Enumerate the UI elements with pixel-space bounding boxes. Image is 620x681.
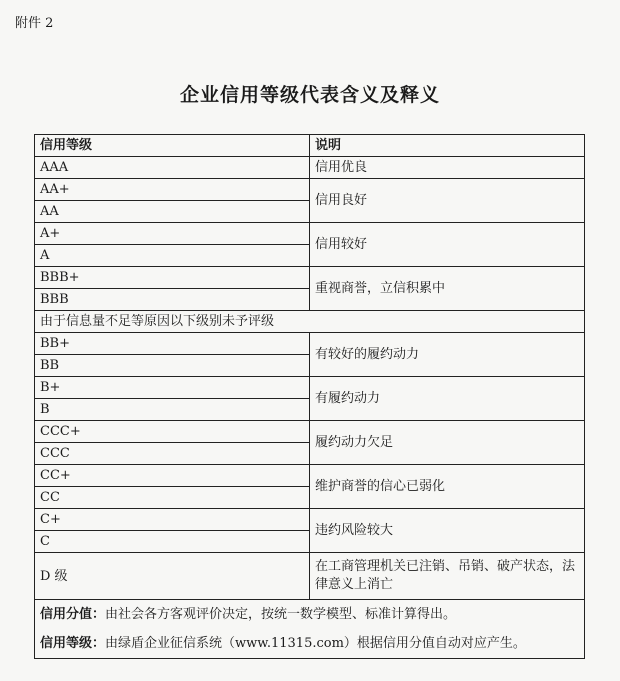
grade-cell: A xyxy=(35,245,310,267)
grade-cell: AA xyxy=(35,201,310,223)
note-text: 由社会各方客观评价决定，按统一数学模型、标准计算得出。 xyxy=(105,607,457,622)
notes-cell xyxy=(35,600,585,659)
description-cell: 违约风险较大 xyxy=(310,509,585,553)
note-label: 信用分值： xyxy=(40,607,106,622)
separator-row xyxy=(35,311,585,333)
description-cell: 维护商誉的信心已弱化 xyxy=(310,465,585,509)
description-cell: 在工商管理机关已注销、吊销、破产状态，法律意义上消亡 xyxy=(310,553,585,600)
grade-cell: BB xyxy=(35,355,310,377)
table-row xyxy=(35,553,585,600)
header-description: 说明 xyxy=(310,135,585,157)
grade-cell: AA+ xyxy=(35,179,310,201)
separator-cell: 由于信息量不足等原因以下级别未予评级 xyxy=(35,311,585,333)
description-cell: 信用优良 xyxy=(310,157,585,179)
description-cell: 有履约动力 xyxy=(310,377,585,421)
grade-cell: D 级 xyxy=(35,553,310,600)
table-header-row xyxy=(35,135,585,157)
description-cell: 信用较好 xyxy=(310,223,585,267)
document-title: 企业信用等级代表含义及释义 xyxy=(179,84,440,106)
credit-grade-table xyxy=(34,134,585,659)
notes-row xyxy=(35,600,585,659)
note-credit-score xyxy=(40,600,579,629)
grade-cell: A+ xyxy=(35,223,310,245)
grade-cell: AAA xyxy=(35,157,310,179)
grade-cell: B+ xyxy=(35,377,310,399)
note-label: 信用等级： xyxy=(40,636,106,651)
table-row xyxy=(35,333,585,355)
note-credit-grade xyxy=(40,629,579,658)
grade-cell: BBB+ xyxy=(35,267,310,289)
table-row xyxy=(35,377,585,399)
grade-cell: BB+ xyxy=(35,333,310,355)
table-row xyxy=(35,267,585,289)
table-row xyxy=(35,179,585,201)
grade-cell: CC xyxy=(35,487,310,509)
table-row xyxy=(35,157,585,179)
table-row xyxy=(35,465,585,487)
grade-cell: CCC+ xyxy=(35,421,310,443)
grade-cell: CC+ xyxy=(35,465,310,487)
table-row xyxy=(35,421,585,443)
description-cell: 有较好的履约动力 xyxy=(310,333,585,377)
table-row xyxy=(35,509,585,531)
description-cell: 信用良好 xyxy=(310,179,585,223)
grade-cell: BBB xyxy=(35,289,310,311)
note-text: 由绿盾企业征信系统（www.11315.com）根据信用分值自动对应产生。 xyxy=(105,636,526,651)
description-cell: 重视商誉，立信积累中 xyxy=(310,267,585,311)
description-cell: 履约动力欠足 xyxy=(310,421,585,465)
table-row xyxy=(35,223,585,245)
header-grade: 信用等级 xyxy=(35,135,310,157)
grade-cell: B xyxy=(35,399,310,421)
grade-cell: C xyxy=(35,531,310,553)
grade-cell: C+ xyxy=(35,509,310,531)
grade-cell: CCC xyxy=(35,443,310,465)
attachment-label: 附件 2 xyxy=(15,16,54,31)
